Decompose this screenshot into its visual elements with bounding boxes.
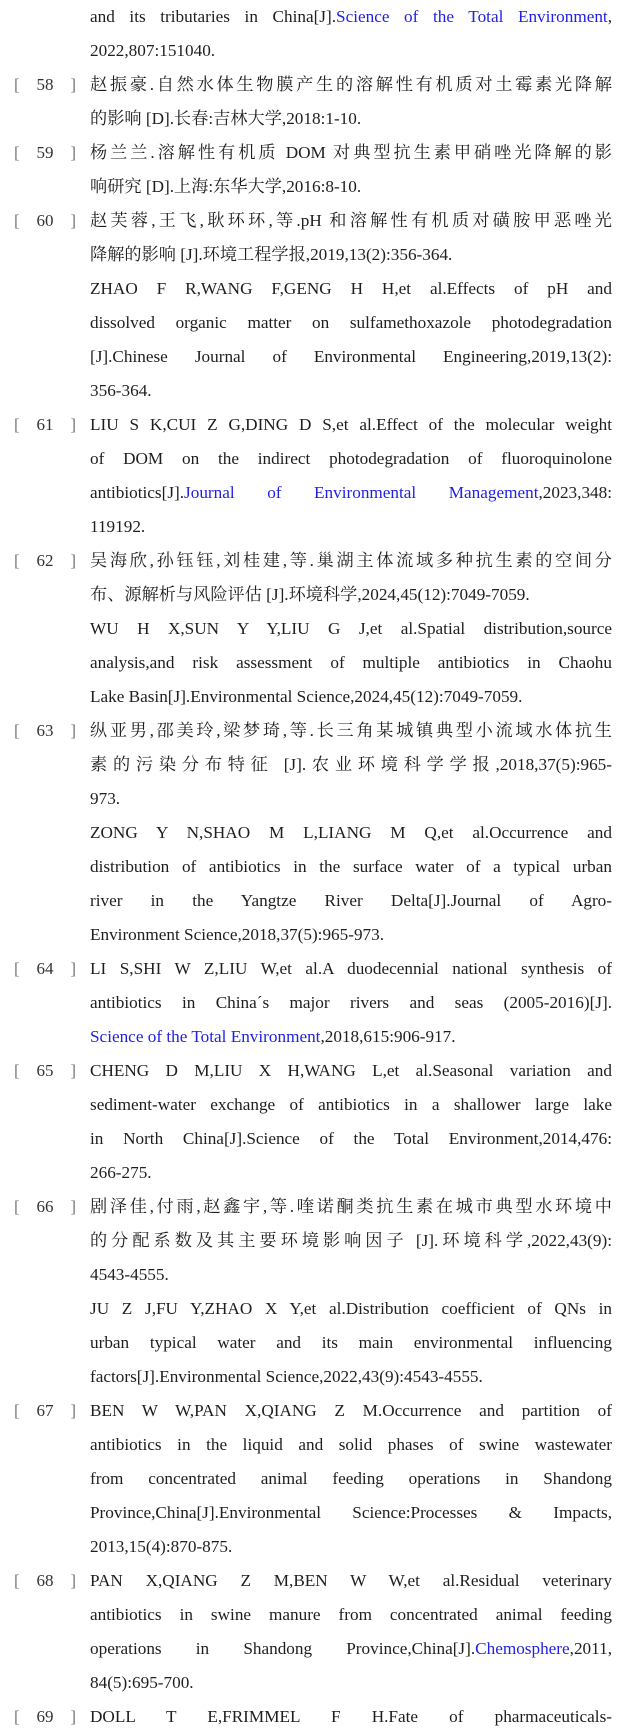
reference-number-text: 62	[36, 551, 54, 570]
reference-line	[90, 748, 612, 782]
bracket-open: [	[14, 1401, 20, 1420]
reference-text: 吴海欣,孙钰钰,刘桂建,等.巢湖主体流域多种抗生素的空间分	[90, 551, 612, 570]
reference-number	[14, 1190, 76, 1224]
reference-line	[90, 578, 612, 612]
reference-line	[90, 1088, 612, 1122]
journal-link[interactable]: Science of the Total Environment	[90, 1027, 321, 1046]
reference-text: urban typical water and its main environmental influencing	[90, 1333, 612, 1352]
reference-line	[90, 612, 612, 646]
reference-text: JU Z J,FU Y,ZHAO X Y,et al.Distribution coefficient of QNs in	[90, 1299, 612, 1318]
reference-line	[90, 136, 612, 170]
reference-line	[90, 272, 612, 306]
bracket-close: ]	[70, 1197, 76, 1216]
reference-entry	[0, 1190, 623, 1394]
reference-number-text: 64	[36, 959, 54, 978]
reference-text: 266-275.	[90, 1163, 152, 1182]
reference-line	[90, 1122, 612, 1156]
reference-text: WU H X,SUN Y Y,LIU G J,et al.Spatial distribution,source	[90, 619, 612, 638]
reference-text: 纵亚男,邵美玲,梁梦琦,等.长三角某城镇典型小流域水体抗生	[90, 721, 612, 740]
bracket-open: [	[14, 415, 20, 434]
reference-number	[14, 544, 76, 578]
reference-text: antibiotics[J].	[90, 483, 185, 502]
reference-text: 素的污染分布特征 [J].农业环境科学学报,2018,37(5):965-	[90, 755, 612, 774]
reference-text: factors[J].Environmental Science,2022,43(9):4543-4555.	[90, 1367, 483, 1386]
reference-number	[14, 68, 76, 102]
reference-text: BEN W W,PAN X,QIANG Z M.Occurrence and partition of	[90, 1401, 612, 1420]
bracket-close: ]	[70, 721, 76, 740]
bracket-open: [	[14, 721, 20, 740]
reference-number	[14, 408, 76, 442]
reference-text: LIU S K,CUI Z G,DING D S,et al.Effect of the molecular weight	[90, 415, 612, 434]
journal-link[interactable]: Journal of Environmental Management	[184, 483, 539, 502]
reference-text: 降解的影响 [J].环境工程学报,2019,13(2):356-364.	[90, 245, 453, 264]
reference-text: ,2011,	[569, 1639, 612, 1658]
reference-line	[90, 68, 612, 102]
reference-line	[90, 714, 612, 748]
reference-text: 的分配系数及其主要环境影响因子 [J].环境科学,2022,43(9):	[90, 1231, 612, 1250]
reference-text: ZHAO F R,WANG F,GENG H H,et al.Effects of pH and	[90, 279, 612, 298]
reference-text: Environment Science,2018,37(5):965-973.	[90, 925, 385, 944]
reference-line	[90, 1292, 612, 1326]
reference-number	[14, 1054, 76, 1088]
reference-text: 119192.	[90, 517, 146, 536]
reference-text: LI S,SHI W Z,LIU W,et al.A duodecennial national synthesis of	[90, 959, 612, 978]
bracket-close: ]	[70, 1707, 76, 1726]
reference-text: 356-364.	[90, 381, 152, 400]
reference-text: CHENG D M,LIU X H,WANG L,et al.Seasonal variation and	[90, 1061, 612, 1080]
reference-text: antibiotics in the liquid and solid phases of swine wastewater	[90, 1435, 612, 1454]
reference-number-text: 61	[36, 415, 54, 434]
reference-number	[14, 204, 76, 238]
reference-line	[90, 918, 612, 952]
reference-line	[90, 1190, 612, 1224]
reference-text: ZONG Y N,SHAO M L,LIANG M Q,et al.Occurrence and	[90, 823, 612, 842]
reference-text: dissolved organic matter on sulfamethoxazole photodegradation	[90, 313, 612, 332]
bracket-close: ]	[70, 1401, 76, 1420]
reference-number-text: 65	[36, 1061, 54, 1080]
reference-line	[90, 1258, 612, 1292]
reference-line	[90, 986, 612, 1020]
reference-line	[90, 408, 612, 442]
reference-entry	[0, 136, 623, 204]
reference-text: ,2023,348:	[538, 483, 612, 502]
reference-text: ,	[607, 7, 612, 26]
bracket-open: [	[14, 1707, 20, 1726]
reference-text: 剧泽佳,付雨,赵鑫宇,等.喹诺酮类抗生素在城市典型水环境中	[90, 1197, 612, 1216]
reference-line	[90, 1462, 612, 1496]
reference-text: in North China[J].Science of the Total Environment,2014,476:	[90, 1129, 612, 1148]
bracket-open: [	[14, 1197, 20, 1216]
reference-line	[90, 1530, 612, 1564]
reference-text: Lake Basin[J].Environmental Science,2024,45(12):7049-7059.	[90, 687, 523, 706]
reference-text: 84(5):695-700.	[90, 1673, 194, 1692]
reference-text: of DOM on the indirect photodegradation of fluoroquinolone	[90, 449, 612, 468]
reference-number	[14, 1564, 76, 1598]
reference-line	[90, 816, 612, 850]
bracket-open: [	[14, 75, 20, 94]
reference-text: 4543-4555.	[90, 1265, 169, 1284]
reference-line	[90, 1360, 612, 1394]
reference-line	[90, 680, 612, 714]
reference-entry	[0, 1394, 623, 1564]
reference-number-text: 58	[36, 75, 54, 94]
reference-text: from concentrated animal feeding operations in Shandong	[90, 1469, 612, 1488]
reference-line	[90, 1496, 612, 1530]
reference-line	[90, 544, 612, 578]
reference-line	[90, 1700, 612, 1734]
reference-entry	[0, 952, 623, 1054]
reference-line	[90, 1632, 612, 1666]
reference-line	[90, 442, 612, 476]
reference-line	[90, 204, 612, 238]
reference-entry	[0, 544, 623, 714]
reference-line	[90, 1394, 612, 1428]
reference-line	[90, 510, 612, 544]
reference-line	[90, 1326, 612, 1360]
bracket-open: [	[14, 551, 20, 570]
reference-entry	[0, 1700, 623, 1734]
reference-number	[14, 1700, 76, 1734]
reference-line	[90, 34, 612, 68]
reference-line	[90, 1598, 612, 1632]
reference-entry	[0, 1564, 623, 1700]
reference-text: DOLL T E,FRIMMEL F H.Fate of pharmaceuticals-	[90, 1707, 612, 1726]
reference-line	[90, 952, 612, 986]
bracket-close: ]	[70, 143, 76, 162]
bracket-open: [	[14, 143, 20, 162]
bracket-close: ]	[70, 75, 76, 94]
reference-text: 赵振豪.自然水体生物膜产生的溶解性有机质对土霉素光降解	[90, 75, 612, 94]
reference-line	[90, 170, 612, 204]
reference-number	[14, 714, 76, 748]
reference-line	[90, 1666, 612, 1700]
reference-number-text: 69	[36, 1707, 54, 1726]
reference-line	[90, 102, 612, 136]
reference-text: river in the Yangtze River Delta[J].Journal of Agro-	[90, 891, 612, 910]
reference-number-text: 59	[36, 143, 54, 162]
reference-line	[90, 0, 612, 34]
reference-text: Province,China[J].Environmental Science:Processes & Impacts,	[90, 1503, 612, 1522]
reference-text: analysis,and risk assessment of multiple antibiotics in Chaohu	[90, 653, 612, 672]
reference-number-text: 63	[36, 721, 54, 740]
bracket-open: [	[14, 1571, 20, 1590]
reference-text: 973.	[90, 789, 121, 808]
bracket-close: ]	[70, 1061, 76, 1080]
bracket-close: ]	[70, 211, 76, 230]
reference-text: 布、源解析与风险评估 [J].环境科学,2024,45(12):7049-7059.	[90, 585, 530, 604]
bracket-open: [	[14, 211, 20, 230]
reference-line	[90, 646, 612, 680]
reference-number	[14, 136, 76, 170]
reference-entry	[0, 714, 623, 952]
reference-text: 赵芙蓉,王飞,耿环环,等.pH 和溶解性有机质对磺胺甲恶唑光	[90, 211, 612, 230]
reference-line	[90, 1156, 612, 1190]
reference-text: PAN X,QIANG Z M,BEN W W,et al.Residual veterinary	[90, 1571, 612, 1590]
reference-text: ,2018,615:906-917.	[320, 1027, 456, 1046]
bracket-open: [	[14, 959, 20, 978]
reference-line	[90, 306, 612, 340]
bracket-close: ]	[70, 959, 76, 978]
reference-number-text: 68	[36, 1571, 54, 1590]
reference-entry	[0, 1054, 623, 1190]
reference-entry	[0, 204, 623, 408]
reference-line	[90, 340, 612, 374]
reference-number	[14, 952, 76, 986]
reference-line	[90, 850, 612, 884]
reference-entry	[0, 408, 623, 544]
journal-link[interactable]: Chemosphere	[475, 1639, 570, 1658]
reference-text: 杨兰兰.溶解性有机质 DOM 对典型抗生素甲硝唑光降解的影	[90, 143, 612, 162]
reference-line	[90, 1054, 612, 1088]
reference-entry	[0, 0, 623, 68]
reference-text: antibiotics in swine manure from concentrated animal feeding	[90, 1605, 612, 1624]
reference-line	[90, 238, 612, 272]
reference-text: sediment-water exchange of antibiotics in a shallower large lake	[90, 1095, 612, 1114]
reference-text: 的影响 [D].长春:吉林大学,2018:1-10.	[90, 109, 362, 128]
reference-entry	[0, 68, 623, 136]
bracket-close: ]	[70, 1571, 76, 1590]
reference-text: antibiotics in China´s major rivers and seas (2005-2016)[J].	[90, 993, 612, 1012]
reference-number-text: 66	[36, 1197, 54, 1216]
reference-line	[90, 782, 612, 816]
reference-text: 响研究 [D].上海:东华大学,2016:8-10.	[90, 177, 362, 196]
reference-line	[90, 1428, 612, 1462]
reference-text: [J].Chinese Journal of Environmental Engineering,2019,13(2):	[90, 347, 612, 366]
bracket-close: ]	[70, 551, 76, 570]
reference-number	[14, 1394, 76, 1428]
reference-text: operations in Shandong Province,China[J].	[90, 1639, 476, 1658]
reference-line	[90, 1020, 612, 1054]
reference-line	[90, 884, 612, 918]
reference-line	[90, 374, 612, 408]
reference-number-text: 60	[36, 211, 54, 230]
reference-text: and its tributaries in China[J].	[90, 7, 337, 26]
reference-line	[90, 1224, 612, 1258]
reference-text: 2013,15(4):870-875.	[90, 1537, 233, 1556]
reference-number-text: 67	[36, 1401, 54, 1420]
journal-link[interactable]: Science of the Total Environment	[336, 7, 608, 26]
reference-text: 2022,807:151040.	[90, 41, 216, 60]
reference-line	[90, 1564, 612, 1598]
reference-line	[90, 476, 612, 510]
reference-text: distribution of antibiotics in the surface water of a typical urban	[90, 857, 612, 876]
bracket-close: ]	[70, 415, 76, 434]
bracket-open: [	[14, 1061, 20, 1080]
